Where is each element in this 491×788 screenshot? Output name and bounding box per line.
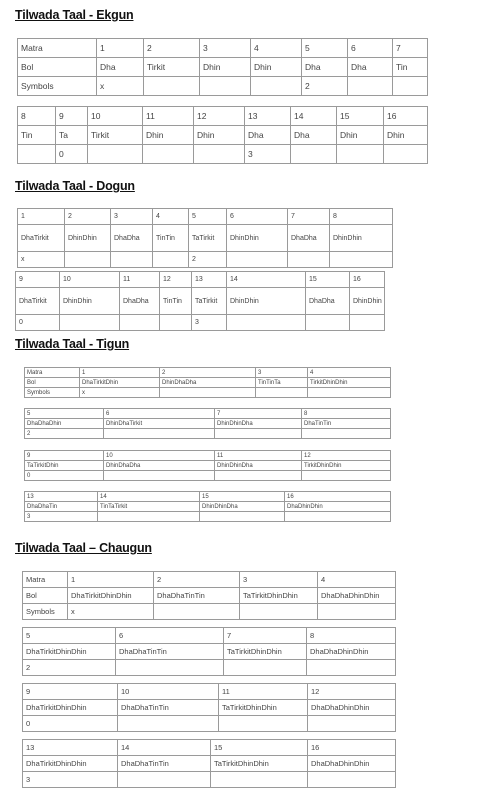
table-cell — [18, 145, 56, 164]
table-cell — [227, 315, 306, 331]
table-row — [25, 368, 391, 378]
table-cell: 2 — [65, 209, 111, 225]
chaugun-table-3 — [22, 683, 396, 732]
table-cell: 0 — [23, 716, 118, 732]
table-cell: DhaDha — [111, 225, 153, 252]
table-cell: 9 — [23, 684, 118, 700]
table-cell: DhaDhaTinTin — [118, 700, 219, 716]
table-cell: DhaDha — [120, 288, 160, 315]
table-cell: DhinDhaDha — [104, 461, 215, 471]
table-cell: 7 — [224, 628, 307, 644]
table-cell: Symbols — [18, 77, 97, 96]
table-row — [18, 39, 428, 58]
table-cell: 15 — [337, 107, 384, 126]
table-cell: DhaTinTin — [302, 419, 391, 429]
table-cell: 11 — [215, 451, 302, 461]
table-cell: 13 — [23, 740, 118, 756]
table-cell: Matra — [25, 368, 80, 378]
table-cell: Dhin — [384, 126, 428, 145]
table-row — [23, 740, 396, 756]
table-cell — [104, 429, 215, 439]
table-cell — [211, 772, 308, 788]
table-cell — [120, 315, 160, 331]
table-cell: 15 — [306, 272, 350, 288]
table-cell: 2 — [25, 429, 104, 439]
table-cell — [227, 252, 288, 268]
table-cell — [393, 77, 428, 96]
table-cell: TaTirkit — [189, 225, 227, 252]
tigun-table-2 — [24, 408, 391, 439]
table-cell: 1 — [80, 368, 160, 378]
table-cell: DhinDhin — [60, 288, 120, 315]
table-cell: 2 — [154, 572, 240, 588]
table-row — [25, 471, 391, 481]
table-cell: 13 — [192, 272, 227, 288]
table-cell: x — [80, 388, 160, 398]
table-cell: 13 — [25, 492, 98, 502]
table-cell: DhaDhaTinTin — [116, 644, 224, 660]
table-cell — [350, 315, 385, 331]
table-cell: 5 — [23, 628, 116, 644]
table-cell — [251, 77, 302, 96]
chaugun-table-1 — [22, 571, 396, 620]
table-cell: DhinDhin — [227, 225, 288, 252]
table-cell — [215, 471, 302, 481]
table-row — [23, 684, 396, 700]
table-cell: DhaDhaDhin — [25, 419, 104, 429]
table-row — [25, 409, 391, 419]
table-row — [25, 502, 391, 512]
tigun-table-3 — [24, 450, 391, 481]
table-cell — [219, 716, 308, 732]
table-cell: TinTin — [153, 225, 189, 252]
table-cell — [291, 145, 337, 164]
heading-ekgun: Tilwada Taal - Ekgun — [15, 8, 134, 22]
table-cell: 7 — [393, 39, 428, 58]
table-row — [23, 756, 396, 772]
tigun-table-1 — [24, 367, 391, 398]
table-cell: DhaTirkitDhinDhin — [23, 700, 118, 716]
table-cell: 7 — [288, 209, 330, 225]
heading-dogun: Tilwada Taal - Dogun — [15, 179, 135, 193]
table-cell: Ta — [56, 126, 88, 145]
table-cell: 5 — [302, 39, 348, 58]
table-cell: 16 — [350, 272, 385, 288]
table-cell: Bol — [23, 588, 68, 604]
table-cell: x — [97, 77, 144, 96]
table-cell: 13 — [245, 107, 291, 126]
table-row — [25, 378, 391, 388]
dogun-table-1 — [17, 208, 393, 268]
table-cell — [302, 429, 391, 439]
table-cell: TirkitDhinDhin — [308, 378, 391, 388]
table-cell: 3 — [200, 39, 251, 58]
table-cell: DhaTirkitDhin — [80, 378, 160, 388]
table-row — [25, 461, 391, 471]
table-cell: 2 — [302, 77, 348, 96]
table-cell: 1 — [97, 39, 144, 58]
ekgun-table-2 — [17, 106, 428, 164]
table-row — [23, 772, 396, 788]
tigun-table-4 — [24, 491, 391, 522]
table-cell: TaTirkitDhinDhin — [224, 644, 307, 660]
table-cell: DhinDhaDha — [160, 378, 256, 388]
table-cell: 2 — [23, 660, 116, 676]
table-cell: DhinDhinDha — [200, 502, 285, 512]
table-row — [23, 700, 396, 716]
table-cell — [307, 660, 396, 676]
table-cell: DhaTirkit — [18, 225, 65, 252]
table-cell — [194, 145, 245, 164]
table-cell: 3 — [245, 145, 291, 164]
table-cell: x — [68, 604, 154, 620]
table-cell: 2 — [160, 368, 256, 378]
table-row — [23, 572, 396, 588]
table-cell — [240, 604, 318, 620]
table-cell: x — [18, 252, 65, 268]
table-cell: Matra — [23, 572, 68, 588]
chaugun-table-4 — [22, 739, 396, 788]
table-cell: 5 — [25, 409, 104, 419]
table-cell: DhinDhinDha — [215, 419, 302, 429]
table-cell: Tin — [393, 58, 428, 77]
table-cell — [288, 252, 330, 268]
table-cell: 11 — [219, 684, 308, 700]
table-row — [16, 288, 385, 315]
table-cell: 14 — [291, 107, 337, 126]
table-cell — [256, 388, 308, 398]
table-row — [25, 419, 391, 429]
table-cell: DhinDhin — [330, 225, 393, 252]
table-cell: Dhin — [143, 126, 194, 145]
table-cell: DhaTirkitDhinDhin — [68, 588, 154, 604]
table-row — [23, 660, 396, 676]
table-row — [18, 77, 428, 96]
table-cell: Tirkit — [144, 58, 200, 77]
table-cell: 11 — [120, 272, 160, 288]
table-row — [25, 388, 391, 398]
table-cell: TaTirkitDhinDhin — [211, 756, 308, 772]
table-cell: 2 — [189, 252, 227, 268]
table-cell: 9 — [16, 272, 60, 288]
table-cell: DhaDhaTin — [25, 502, 98, 512]
table-cell: Dha — [97, 58, 144, 77]
table-cell: 14 — [98, 492, 200, 502]
table-row — [18, 107, 428, 126]
table-cell: DhaDha — [288, 225, 330, 252]
table-cell: 5 — [189, 209, 227, 225]
table-cell — [200, 77, 251, 96]
ekgun-table-1 — [17, 38, 428, 96]
table-cell: TirkitDhinDhin — [302, 461, 391, 471]
table-cell: Matra — [18, 39, 97, 58]
table-cell: 9 — [25, 451, 104, 461]
table-cell: DhinDhinDha — [215, 461, 302, 471]
table-cell: 1 — [18, 209, 65, 225]
table-cell — [215, 429, 302, 439]
table-cell: DhaDha — [306, 288, 350, 315]
table-cell: 10 — [104, 451, 215, 461]
table-cell: 12 — [302, 451, 391, 461]
table-cell — [60, 315, 120, 331]
table-row — [23, 604, 396, 620]
table-cell: 3 — [23, 772, 118, 788]
table-cell: 0 — [25, 471, 104, 481]
table-cell: Dhin — [200, 58, 251, 77]
table-cell: 3 — [192, 315, 227, 331]
table-row — [23, 588, 396, 604]
table-cell: TaTirkitDhinDhin — [240, 588, 318, 604]
table-cell: Bol — [18, 58, 97, 77]
table-cell: DhaDhaDhinDhin — [307, 644, 396, 660]
table-cell: Dha — [245, 126, 291, 145]
table-cell: Tin — [18, 126, 56, 145]
table-cell — [384, 145, 428, 164]
table-cell: 3 — [256, 368, 308, 378]
table-cell — [302, 471, 391, 481]
table-cell: 15 — [200, 492, 285, 502]
table-cell: DhinDhin — [350, 288, 385, 315]
table-cell: 8 — [307, 628, 396, 644]
table-cell: Symbols — [23, 604, 68, 620]
table-cell — [308, 388, 391, 398]
table-row — [18, 58, 428, 77]
table-cell: 2 — [144, 39, 200, 58]
table-cell: DhaDhaDhinDhin — [318, 588, 396, 604]
table-cell: 10 — [60, 272, 120, 288]
table-cell: DhaDhinDhin — [285, 502, 391, 512]
table-cell: DhaTirkit — [16, 288, 60, 315]
table-cell: 12 — [160, 272, 192, 288]
table-row — [25, 512, 391, 522]
table-cell: 12 — [308, 684, 396, 700]
table-cell — [116, 660, 224, 676]
table-cell — [330, 252, 393, 268]
table-row — [25, 429, 391, 439]
table-cell — [118, 772, 211, 788]
table-cell: 8 — [18, 107, 56, 126]
table-cell: DhaDhaTinTin — [154, 588, 240, 604]
table-cell: Bol — [25, 378, 80, 388]
table-cell: TaTirkitDhinDhin — [219, 700, 308, 716]
table-cell: 16 — [308, 740, 396, 756]
table-cell: DhaDhaDhinDhin — [308, 700, 396, 716]
table-row — [16, 272, 385, 288]
table-row — [23, 716, 396, 732]
table-cell: 8 — [330, 209, 393, 225]
table-cell — [118, 716, 219, 732]
table-cell — [160, 315, 192, 331]
table-row — [23, 628, 396, 644]
table-cell: Symbols — [25, 388, 80, 398]
table-cell: Tirkit — [88, 126, 143, 145]
table-cell: 0 — [56, 145, 88, 164]
table-row — [18, 209, 393, 225]
table-cell: 14 — [227, 272, 306, 288]
table-cell: DhaDhaDhinDhin — [308, 756, 396, 772]
table-cell: 6 — [116, 628, 224, 644]
table-cell: DhinDhaTirkit — [104, 419, 215, 429]
table-cell: DhinDhin — [65, 225, 111, 252]
table-row — [18, 252, 393, 268]
table-cell: 1 — [68, 572, 154, 588]
table-cell: 10 — [118, 684, 219, 700]
table-cell — [337, 145, 384, 164]
table-cell — [143, 145, 194, 164]
table-cell: 16 — [285, 492, 391, 502]
table-cell: DhaTirkitDhinDhin — [23, 644, 116, 660]
table-cell: Dhin — [194, 126, 245, 145]
table-cell: DhaTirkitDhinDhin — [23, 756, 118, 772]
table-cell — [153, 252, 189, 268]
table-cell: 10 — [88, 107, 143, 126]
table-cell — [348, 77, 393, 96]
dogun-table-2 — [15, 271, 385, 331]
table-cell: 16 — [384, 107, 428, 126]
table-cell: 4 — [251, 39, 302, 58]
table-cell — [98, 512, 200, 522]
table-cell: TaTirkit — [192, 288, 227, 315]
table-cell: 3 — [111, 209, 153, 225]
table-cell: 3 — [240, 572, 318, 588]
table-cell: 4 — [308, 368, 391, 378]
table-row — [25, 492, 391, 502]
heading-tigun: Tilwada Taal - Tigun — [15, 337, 130, 351]
table-cell — [306, 315, 350, 331]
table-cell: Dha — [348, 58, 393, 77]
table-cell: TinTinTa — [256, 378, 308, 388]
table-cell — [200, 512, 285, 522]
table-cell — [308, 772, 396, 788]
table-cell — [224, 660, 307, 676]
table-cell: TaTirkitDhin — [25, 461, 104, 471]
table-row — [18, 126, 428, 145]
chaugun-table-2 — [22, 627, 396, 676]
table-cell — [160, 388, 256, 398]
table-cell: 9 — [56, 107, 88, 126]
table-cell: 4 — [318, 572, 396, 588]
table-cell — [111, 252, 153, 268]
table-cell: 6 — [227, 209, 288, 225]
table-cell: 7 — [215, 409, 302, 419]
table-cell — [144, 77, 200, 96]
table-row — [18, 225, 393, 252]
table-cell: 11 — [143, 107, 194, 126]
table-cell: 4 — [153, 209, 189, 225]
table-cell: Dhin — [337, 126, 384, 145]
table-row — [18, 145, 428, 164]
heading-chaugun: Tilwada Taal – Chaugun — [15, 541, 152, 555]
table-cell: DhaDhaTinTin — [118, 756, 211, 772]
table-cell: 0 — [16, 315, 60, 331]
table-cell: DhinDhin — [227, 288, 306, 315]
table-cell: TinTin — [160, 288, 192, 315]
table-cell — [154, 604, 240, 620]
table-cell: TinTaTirkit — [98, 502, 200, 512]
table-cell: 6 — [104, 409, 215, 419]
table-cell — [88, 145, 143, 164]
table-cell — [285, 512, 391, 522]
table-cell: 14 — [118, 740, 211, 756]
table-cell: 6 — [348, 39, 393, 58]
table-cell: 12 — [194, 107, 245, 126]
table-cell — [318, 604, 396, 620]
table-cell: Dha — [302, 58, 348, 77]
table-cell — [65, 252, 111, 268]
table-cell — [104, 471, 215, 481]
table-cell: 15 — [211, 740, 308, 756]
table-cell — [308, 716, 396, 732]
table-row — [16, 315, 385, 331]
table-row — [23, 644, 396, 660]
table-cell: Dha — [291, 126, 337, 145]
table-cell: 8 — [302, 409, 391, 419]
table-row — [25, 451, 391, 461]
table-cell: 3 — [25, 512, 98, 522]
table-cell: Dhin — [251, 58, 302, 77]
